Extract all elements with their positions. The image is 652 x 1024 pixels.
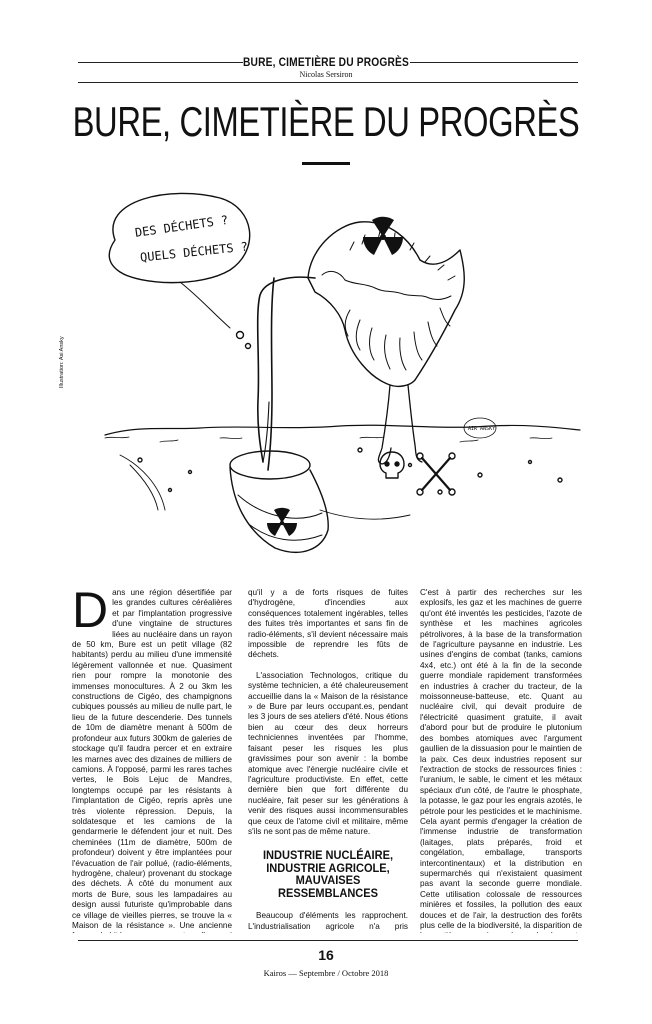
headline-underline-bar xyxy=(302,162,350,165)
column-2-paragraph-2: L'association Technologos, critique du système technicien, a été chaleureusement accueillie dans la « Maison de la résistance » de Bure par leurs occupant.es, pendant les 3 jours de ses ateliers d'été. Nous étions bien au cœur des deux horreurs techniciennes inventées par l'homme, faisant peser les risques les plus gravissimes pour son avenir : la bombe atomique avec l'énergie nucléaire civile et l'agriculture productiviste. En effet, cette dernière bien que fort différente du nucléaire, fait peser sur les générations à venir des risques aussi incommensurables que ceux de l'atome civil et militaire, même s'ils ne sont pas de même nature. xyxy=(248,670,408,836)
speech-line-2: QUELS DÉCHETS ? xyxy=(139,239,249,265)
illustration-credit: Illustration: Asi Ansky xyxy=(59,336,65,388)
illustration xyxy=(60,180,600,575)
column-3-paragraph-1: C'est à partir des recherches sur les explosifs, les gaz et les machines de guerre qu'ont été inventés les pesticides, l'azote de synthèse et les machines agricoles pétrolivores, à la base de la transformation de l'agriculture paysanne en industrie. Les usines d'engins de combat (tanks, camions 4x4, etc.) ont été à la fin de la seconde guerre mondiale rapidement transformées en industries à cracher du tracteur, de la moissonneuse-batteuse, etc. Quant au nucléaire civil, qui devait produire de l'électricité quasiment gratuite, il avait d'abord pour but de produire le plutonium des bombes atomiques avec l'argument gaullien de la dissuasion pour le maintien de la paix. Ces deux industries reposent sur l'extraction de stocks de ressources finies : l'uranium, le sable, le ciment et les métaux spéciaux d'un côté, de l'autre le phosphate, la potasse, le gaz pour les engrais azotés, le pétrole pour les pesticides et le machinisme. Cela ayant permis d'engager la création de l'immense industrie de transformation (laitages, plats préparés, froid et congélation, emballage, transports intercontinentaux) et la distribution en supermarchés qui n'existaient quasiment pas avant la seconde guerre mondiale. Cette utilisation colossale de ressources minières et fossiles, la pollution des eaux douces et de l'air, la destruction des forêts plus celle de la biodiversité, la disparition de xyxy=(420,588,582,930)
publication-footer: Kairos — Septembre / Octobre 2018 xyxy=(263,968,389,978)
speech-line-1: DES DÉCHETS ? xyxy=(134,212,230,240)
illustration-signature: AIR ANSKY xyxy=(468,426,496,432)
article-column-1 xyxy=(72,588,232,933)
article-headline: BURE, CIMETIÈRE DU PROGRÈS xyxy=(72,98,580,145)
barrel-icon xyxy=(230,402,328,552)
footer-rule xyxy=(78,940,578,941)
column-2-paragraph-3: Beaucoup d'éléments les rapprochent. L'industrialisation agricole n'a pris xyxy=(248,911,408,931)
section-subheading: INDUSTRIE NUCLÉAIRE, INDUSTRIE AGRICOLE, MAUVAISES RESSEMBLANCES xyxy=(262,848,394,900)
dropcap: D xyxy=(72,588,109,638)
article-column-2 xyxy=(248,588,408,933)
column-1-paragraph-1: ans une région désertifiée par les grandes cultures céréalières et par l'implantation progressive d'une vingtaine de structures liées au nucléaire dans un rayon de 50 km, Bure est un petit village (82 habitants) perdu au milieu d'une immensité légèrement vallonnée et nue. Quasiment rien pour rompre la monotonie des immenses monocultures. À 2 ou 3km les constructions de Cigéo, des champignons cubiques poussés au milieu de nulle part, le lieu de la future descenderie. Des tunnels de 10m de diamètre menant à 500m de profondeur aux futurs 300km de galeries de stockage qu'il faudra percer et en extraire les marnes avec des dizaines de milliers de camions. À l'opposé, parmi les rares taches vertes, le Bois Lejuc de Mandres, longtemps occupé par les résistants à l'implantation de Cigéo, repris après une très violente répression. Depuis, la soldatesque et les camions de la gendarmerie le défendent jour et nuit. Des cheminées (11m de diamètre, 500m de profondeur) doivent y être implantées pour l'évacuation de l'air pollué, (radio-éléments, hydrogène, chaleur) provenant du stockage des déchets. À côté du monument aux morts de Bure, sous les lampadaires au design aussi futuriste qu'improbable dans ce village de vieilles pierres, se trouve la « Maison de la résistance ». Une ancienne xyxy=(72,588,232,930)
ostrich-icon xyxy=(258,222,465,470)
speech-bubble xyxy=(109,193,250,348)
article-column-3 xyxy=(420,588,582,933)
header-rule-bottom xyxy=(78,82,578,83)
author-name: Nicolas Sersiron xyxy=(299,70,353,79)
ground xyxy=(105,425,580,519)
skull-icon xyxy=(380,452,404,478)
page-number: 16 xyxy=(318,947,334,963)
running-title: BURE, CIMETIÈRE DU PROGRÈS xyxy=(243,55,409,69)
crossbones-icon xyxy=(417,453,455,495)
column-2-paragraph-1: qu'il y a de forts risques de fuites d'hydrogène, d'incendies aux conséquences totalement ingérables, telles des fuites très importantes et sans fin de radio-éléments, s'il devient nécessaire mais impossible de reprendre les fûts de déchets. xyxy=(248,588,408,660)
